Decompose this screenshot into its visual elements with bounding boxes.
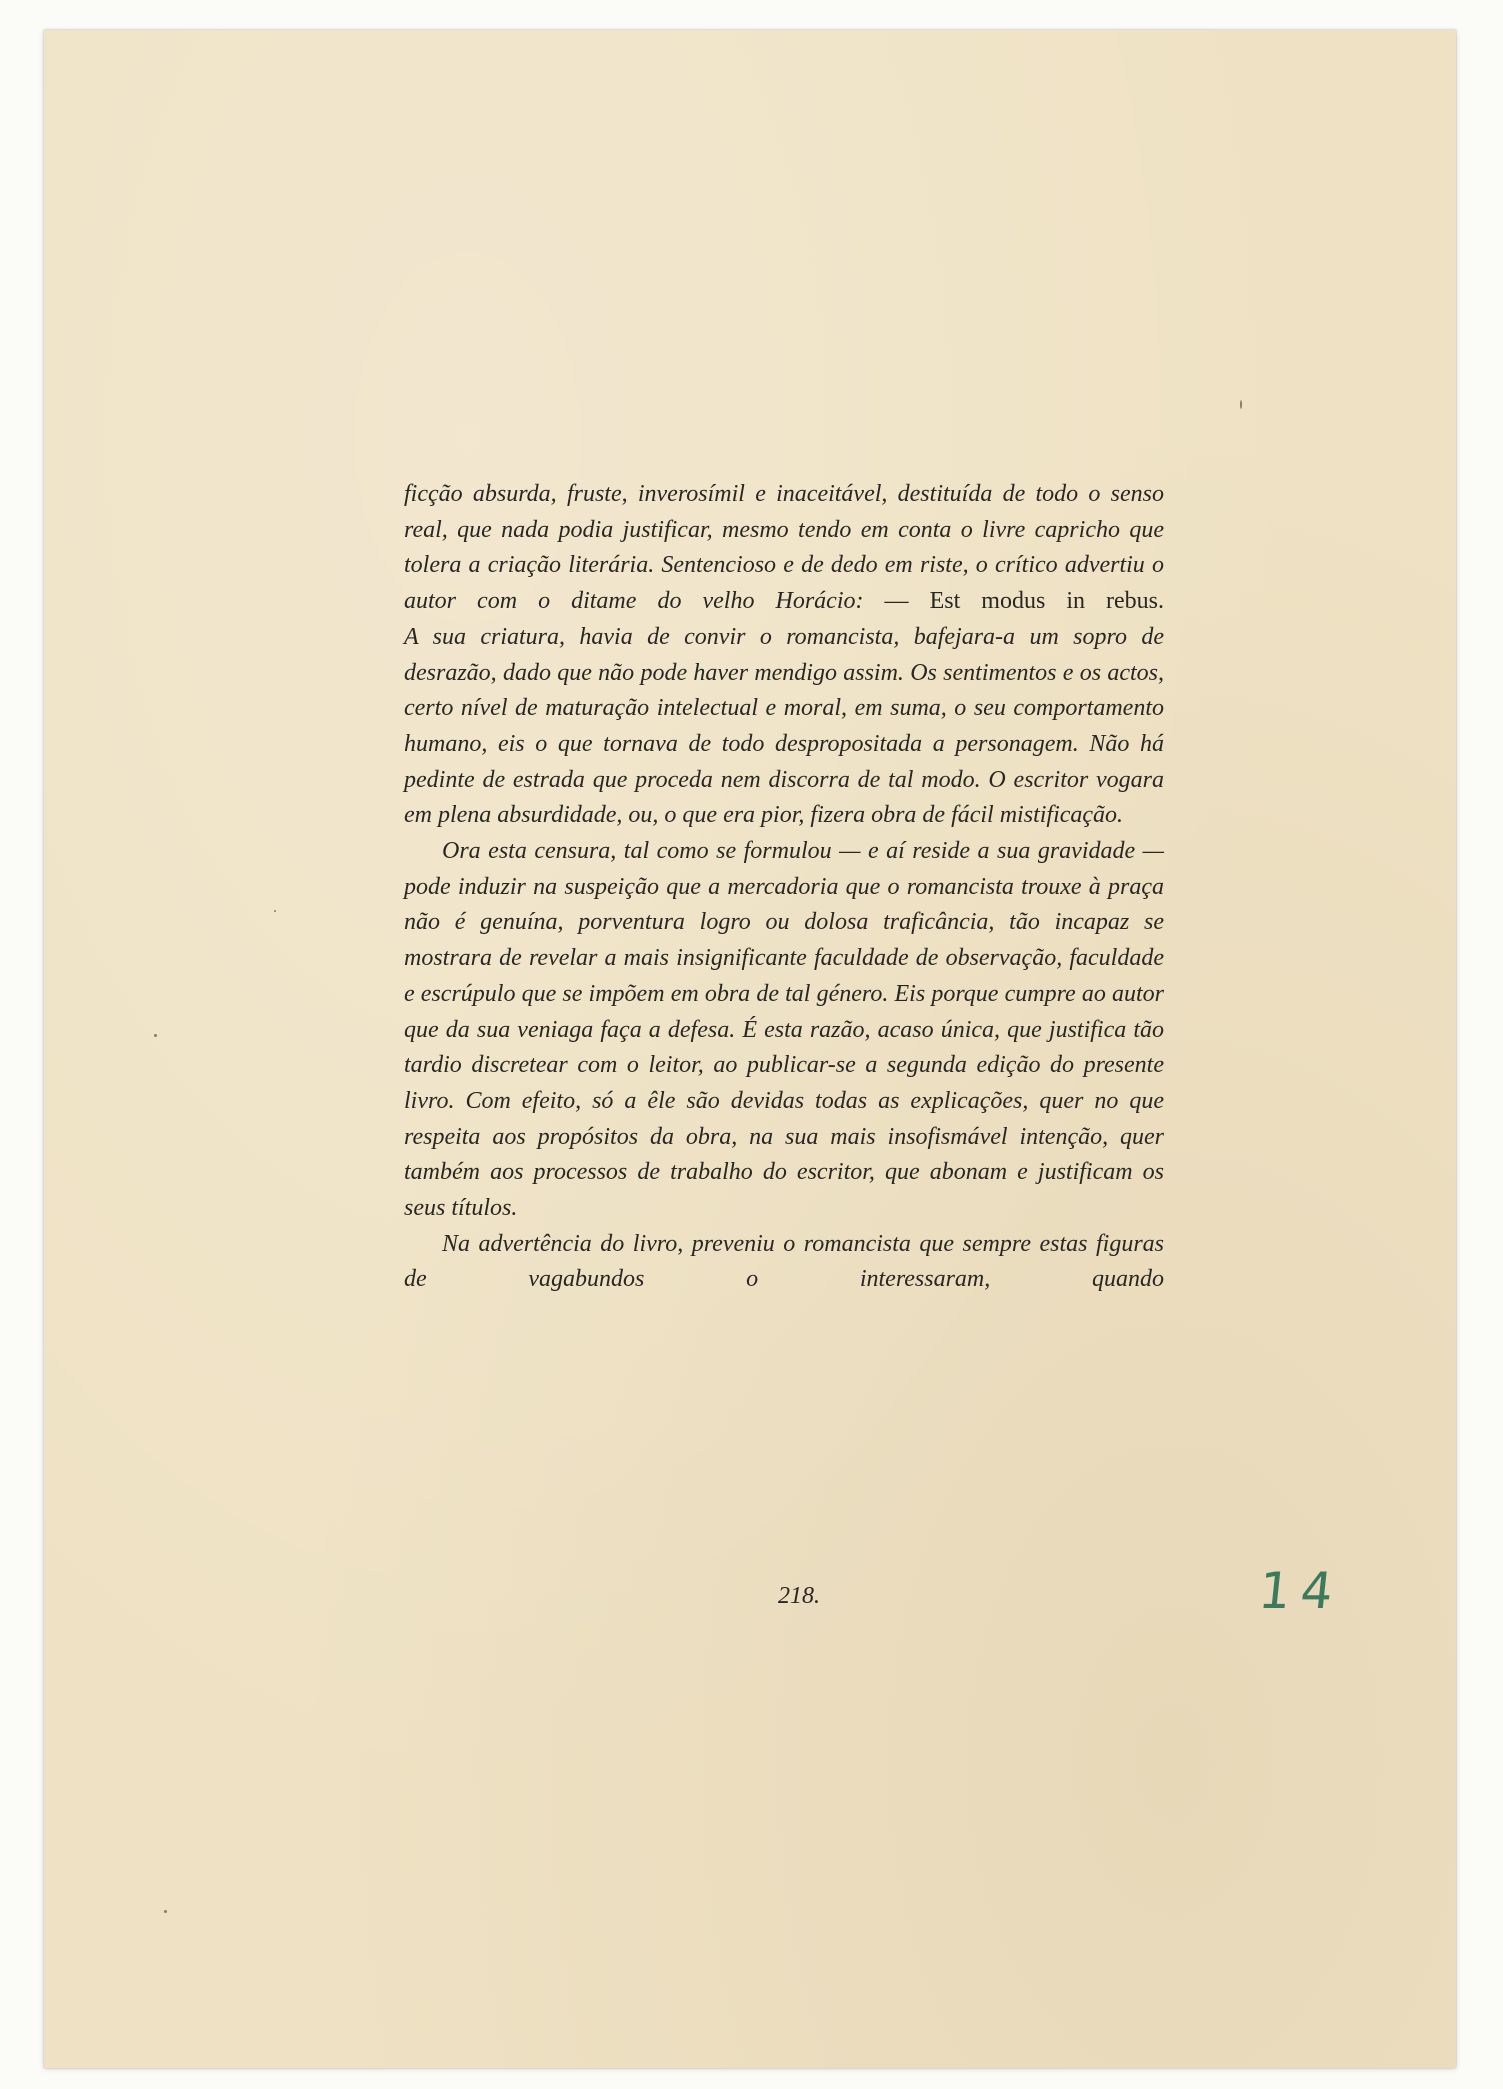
paper-speck — [1240, 400, 1242, 409]
latin-quote: — Est modus in rebus. — [884, 588, 1165, 615]
page-number: 218. — [778, 1583, 820, 1609]
paragraph-2: A sua criatura, havia de convir o romancista, bafejara-a um sopro de desrazão, dado que não pode haver mendigo assim. Os sentimentos e os actos, certo nível de maturação intelectual e moral, em suma, o seu comportamento humano, eis o que tornava de todo despropositada a personagem. Não há pedinte de estrada que proceda nem discorra de tal modo. O escritor vogara em plena absurdidade, ou, o que era pior, fizera obra de fácil mistificação. — [404, 623, 1164, 829]
paragraph-4: Na advertência do livro, preveniu o romancista que sempre estas figuras de vagabundos o interessaram, quando — [404, 1230, 1164, 1293]
paragraph-1-text: ficção absurda, fruste, inverosímil e inaceitável, destituída de todo o senso real, que nada podia justificar, mesmo tendo em conta o livre capricho que tolera a criação literária. Sentencioso e de dedo em riste, o crítico advertiu o autor com o ditame do velho Horácio: — [404, 481, 1164, 615]
paper-speck — [154, 1034, 157, 1037]
handwritten-page-annotation: 14 — [1255, 1562, 1346, 1620]
paper-speck — [274, 910, 276, 912]
body-text — [404, 477, 1164, 1298]
paper-speck — [164, 1910, 167, 1913]
document-page — [44, 30, 1456, 2068]
paragraph-1 — [404, 477, 1164, 620]
paragraph-3: Ora esta censura, tal como se formulou — e aí reside a sua gravidade — pode induzir na suspeição que a mercadoria que o romancista trouxe à praça não é genuína, porventura logro ou dolosa traficância, tão incapaz se mostrara de revelar a mais insignificante faculdade de observação, faculdade e escrúpulo que se impõem em obra de tal género. Eis porque cumpre ao autor que da sua veniaga faça a defesa. É esta razão, acaso única, que justifica tão tardio discretear com o leitor, ao publicar-se a segunda edição do presente livro. Com efeito, só a êle são devidas todas as explicações, quer no que respeita aos propósitos da obra, na sua mais insofismável intenção, quer também aos processos de trabalho do escritor, que abonam e justificam os seus títulos. — [404, 838, 1164, 1222]
